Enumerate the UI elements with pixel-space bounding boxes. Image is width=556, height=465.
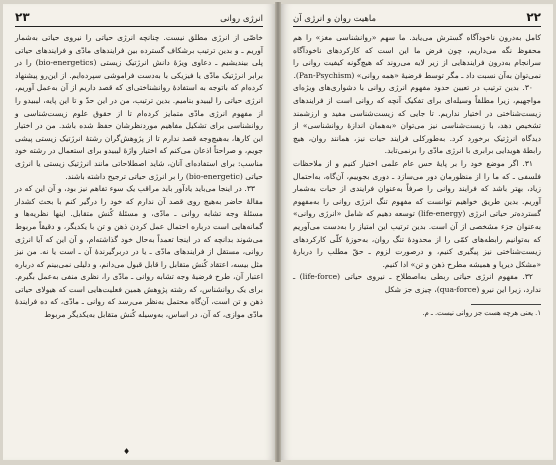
bottom-ornament: ♦ [123,447,131,456]
left-paragraph-1: خاصّی از انرژی مطلق نیست. چنانچه انرژی حیاتی را نیروی حیاتی به‌شمار آوریم ـ و بدین ترتیب برشکاف گسترده بین فرایندهای مادّی و فرایندهای حیاتی پلی بیندیشیم ـ دعاوی ویژهٔ دانش انرژتیک زیستی (bio-energetics) را در برابر انرژتیک مادّی یا فیزیکی با به‌دست فراموشی سپرده‌ایم. از این‌رو پیشنهاد کرده‌ام که باتوجه به استفادهٔ روانشناختی‌ای که قصد داریم از آن به‌عمل آوریم، انرژی حیاتی را لیبیدو بنامیم. بدین ترتیب، من در این حدّ و تا این پایه، لیبیدو را از مفهوم انرژی مادّی متمایز کرده‌ام تا از حقوق علوم زیست‌شناسی و روانشناسی برای تشکیل مفاهیم موردنظرشان حفظ شده باشد. من در اختیار این کارها، به‌هیچ‌وجه قصد ندارم تا از پژوهش‌گران رشتهٔ انرژتیک زیستی پیشی جویم، و صراحتاً اذعان می‌کنم که اختیار واژهٔ لیبیدو برای استعمال در رشته خود مناسب: برای استفاده‌ای آنان، شاید اصطلاحاتی مانند انرژتیک زیستی یا انرژی حیاتی (bio-energetic) را بر انرژی حیاتی ترجیح داشته باشند. [15,33,263,181]
right-page [281,4,553,460]
right-running-title: ماهیت روان و انرژی آن [293,14,377,24]
left-paragraph-2: ۳۳. در اینجا می‌باید یادآور باید مراقب یک سوء تفاهم نیز بود، و آن این که در مقالهٔ حاضر به‌هیچ روی قصد آن ندارم که خود را درگیر کنم با بحث کشدار مسئلهٔ وجه تشابه روانی ـ مادّی، و مسئلهٔ کُنش متقابل. اینها نظریه‌ها و گمانه‌هایی است درباره احتمال عمل کردن ذهن و تن با یکدیگر، و دقیقاً مربوط می‌شوند بدانچه که در اینجا تعمداً به‌حال خود گذاشته‌ام، و آن این که آیا انرژی روانی، مستقل از فرایندهای مادّی ـ یا در دربرگیرندهٔ آن ـ است یا نه. من نیز مثل بیسه، اعتقاد کُنش متقابل را قابل قبول می‌دانم، و دلیلی نمی‌بینم که درباره اعتبار آن، طرح فرضیهٔ وجه تشابه روانی ـ مادّی را، نظری منفی به‌عمل بگیرم. برای یک روانشناس، که رشته پژوهش همین فعلیت‌هایی است که هیولای حیاتی ذهن و تن است، آن‌گاه محتمل به‌نظر می‌رسد که روانی ـ مادّی، که ده فرایندهٔ مادّی موازی، که آن، در اساس، به‌وسیله کُنش متقابل به‌یکدیگر مربوط [15,184,263,320]
footnote: ۱. یعنی هرچه هست جز روانی نیست. ـ م. [422,309,541,318]
right-page-number: ۲۲ [526,10,541,24]
right-paragraph-3: ۳۱. اگر موضع خود را بر پایهٔ حس عام علمی اختیار کنیم و از ملاحظات فلسفی ـ که ما را از منظورمان دور می‌سازد ـ دوری بجوییم، آن‌گاه، به‌احتمال زیاد، بهتر باشد که فرایند روانی را صرفاً به‌عنوان فرایندی از حیات به‌شمار آوریم. بدین طریق خواهیم توانست که مفهوم تنگ انرژی روانی را به‌مفهوم گسترده‌تر حیاتی انرژی (life-energy) توسعه دهیم که شامل «انرژی روانی» به‌عنوان جزء مشخصی از آن است. بدین ترتیب این امتیاز را به‌دست می‌آوریم که به‌توانیم رابطه‌های کمّی را از محدودهٔ تنگ روان، به‌حوزهٔ کلّی کارکردهای زیست‌شناختی نیز پیگیری کنیم، و درصورت لزوم ـ حقّ مطلب را دربارهٔ «مشکل دیرپا و همیشه مطرح ذهن و تن» ادا کنیم. [293,158,541,269]
right-paragraph-1: کامل به‌درون ناخودآگاه گسترش می‌یابد. ما سهم «روانشناسی مغز» را هم محفوظ نگه می‌داریم، چون فرض ما این است که کارکردهای ناخودآگاه سرانجام به‌درون فرایندهایی از زیر لایه می‌روند که هیچ‌گونه کیفیت روانی را نمی‌توان به‌آن نسبت داد ـ مگر توسط فرضیهٔ «همه روانی» (Pan-Psychism). [293,33,541,80]
left-page-header [15,10,263,27]
left-page-body [15,32,263,322]
footnote-divider [471,304,541,305]
right-paragraph-4: ۳۲. مفهوم انرژی حیاتی ربطی به‌اصطلاح ـ نیروی حیاتی (life-force) ـ ندارد، زیرا این نیرو (qua-force)، چیزی جز شکل [293,272,541,294]
left-running-title: انرژی روانی [220,14,263,24]
right-page-body [293,32,541,296]
left-page [3,4,275,460]
right-page-header [293,10,541,27]
right-paragraph-2: ۳۰. بدین ترتیب در تعیین حدود مفهوم انرژی روانی با دشواری‌های ویژه‌ای مواجهیم، زیرا مطلقاً وسیله‌ای برای تفکیک آنچه که روانی است از فرایندهای زیست‌شناختی در اختیار نداریم. تا جایی که زیست‌شناسی مفید و ارزشمند تشخیص دهد، با زیست‌شناسی نیز می‌توان «به‌همان اندازهٔ روانشناسی» از دیدگاه انرژتیک برخورد کرد. به‌طورکلی فرایند حیات نیز، همانند روان، هیچ رابطهٔ هویدایی برابری با انرژی مادّی را برنمی‌تابد. [293,83,541,156]
left-page-number: ۲۳ [15,10,30,24]
